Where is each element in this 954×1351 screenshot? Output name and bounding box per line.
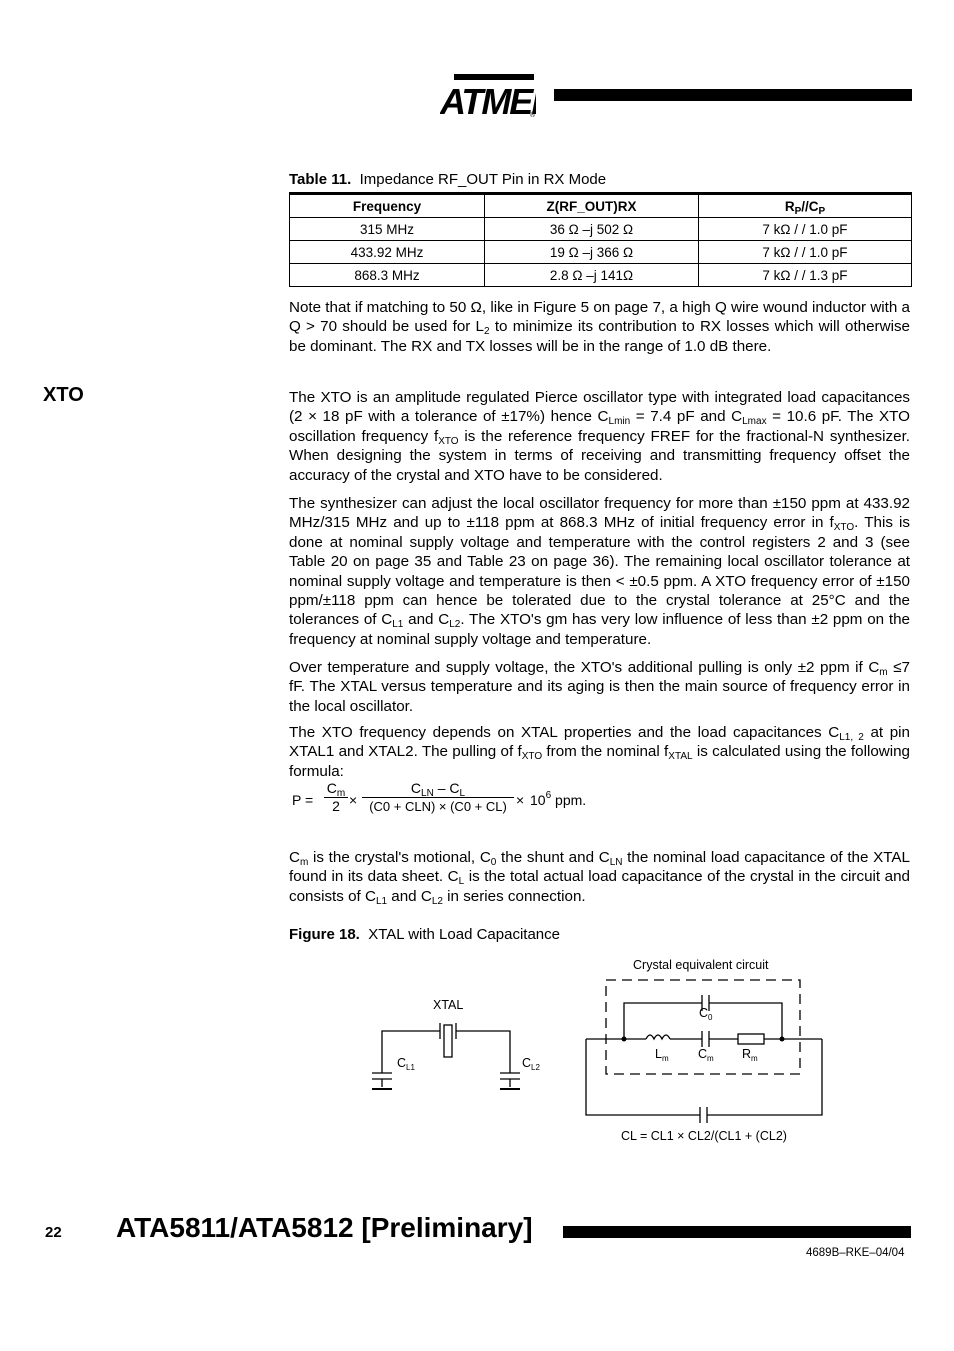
cm-label: $C_m$ <box>698 1047 714 1063</box>
cl-formula: CL = CL1 × CL2/(CL1 + (CL2) <box>621 1129 787 1143</box>
svg-text:ATMEL: ATME <box>440 81 532 118</box>
col-rp-cp: $R_P//C_P$ <box>699 194 912 218</box>
header-rule <box>554 89 912 101</box>
document-title: ATA5811/ATA5812 [Preliminary] <box>116 1212 533 1243</box>
table-cell: 7 kΩ / / 1.0 pF <box>699 241 912 264</box>
pulling-formula: P = $\frac{C_m}{2}$ × $C_{LN} - C_L$ (C0 + CLN) × (C0 + CL) × $10^6$ ppm. <box>292 780 587 814</box>
crystal-equivalent-label: Crystal equivalent circuit <box>633 958 769 972</box>
table-row <box>290 264 912 287</box>
formula-tail: $10^6$ ppm. <box>530 790 587 808</box>
table-cell: 315 MHz <box>290 218 485 241</box>
formula-lhs: P = <box>292 792 314 808</box>
table-header-row <box>290 194 912 218</box>
table-cell: 433.92 MHz <box>290 241 485 264</box>
xto-paragraph-4: The XTO frequency depends on XTAL properties and the load capacitances $C_{L1, 2}$ at pin XTAL1 and XTAL2. The pulling of $f_{XTO}$ from the nominal $f_{XTAL}$ is calculated using the following formula: <box>289 724 910 780</box>
xto-paragraph-5: $C_m$ is the crystal's motional, $C_0$ the shunt and $C_{LN}$ the nominal load capacitance of the XTAL found in its data sheet. $C_L$ is the total actual load capacitance of the crystal in the circuit and consists of $C_{L1}$ and $C_{L2}$ in series connection. <box>289 849 911 907</box>
xto-paragraph-3: Over temperature and supply voltage, the XTO's additional pulling is only ±2 ppm if $C_m \le 7$ fF. The XTAL versus temperature and its aging is then the main source of frequency error in the local oscillator. <box>289 659 910 715</box>
table-caption: Table 11. Impedance RF_OUT Pin in RX Mode <box>289 171 607 188</box>
formula-fraction-1: $\frac{C_m}{2}$ <box>324 780 348 815</box>
xtal-label: XTAL <box>433 998 464 1012</box>
section-title: XTO <box>43 384 84 406</box>
document-code: 4689B–RKE–04/04 <box>806 1247 905 1259</box>
lm-label: $L_m$ <box>655 1047 669 1063</box>
table-row <box>290 241 912 264</box>
rm-label: $R_m$ <box>742 1047 758 1063</box>
table-cell: 7 kΩ / / 1.3 pF <box>699 264 912 287</box>
formula-fraction-2: $C_{LN} - C_L$ (C0 + CLN) × (C0 + CL) <box>362 780 514 815</box>
table-cell: 7 kΩ / / 1.0 pF <box>699 218 912 241</box>
svg-text:®: ® <box>530 112 536 118</box>
figure-caption: Figure 18. XTAL with Load Capacitance <box>289 926 560 943</box>
table-cell: 2.8 Ω –j 141Ω <box>485 264 699 287</box>
xto-paragraph-1: The XTO is an amplitude regulated Pierce oscillator type with integrated load capacitances (2 × 18 pF with a tolerance of ±17%) hence $C_{Lmin} = 7.4$ pF and $C_{Lmax} = 10.6$ pF. The XTO oscillation frequency $f_{XTO}$ is the reference frequency FREF for the fractional-N synthesizer. When designing the system in terms of receiving and transmitting frequency offset the accuracy of the crystal and XTO have to be considered. <box>289 389 911 484</box>
atmel-logo <box>440 70 536 118</box>
impedance-table <box>289 192 912 287</box>
xto-paragraph-2: The synthesizer can adjust the local oscillator frequency for more than ±150 ppm at 433.92 MHz/315 MHz and up to ±118 ppm at 868.3 MHz of initial frequency error in $f_{XTO}$. This is done at nominal supply voltage and temperature with the control registers 2 and 3 (see Table 20 on page 35 and Table 23 on page 36). The remaining local oscillator tolerance at nominal supply voltage and temperature is then < ±0.5 ppm. A XTO frequency error of ±150 ppm/±118 ppm can hence be tolerated due to the crystal tolerance at 25°C and the tolerances of $C_{L1}$ and $C_{L2}$. The XTO's gm has very low influence of less than ±2 ppm on the frequency at nominal supply voltage and temperature. <box>289 495 911 648</box>
note-paragraph: Note that if matching to 50 Ω, like in Figure 5 on page 7, a high Q wire wound inductor with a Q > 70 should be used for $L_2$ to minimize its contribution to RX losses which will otherwise be dominant. The RX and TX losses will be in the range of 1.0 dB there. <box>289 299 910 355</box>
xtal-circuit-diagram <box>360 955 840 1155</box>
table-cell: 36 Ω –j 502 Ω <box>485 218 699 241</box>
table-cell: 868.3 MHz <box>290 264 485 287</box>
cl2-label: $C_{L2}$ <box>522 1056 540 1072</box>
page-number: 22 <box>45 1224 62 1241</box>
footer-rule <box>563 1226 911 1238</box>
cl1-label: $C_{L1}$ <box>397 1056 415 1072</box>
col-frequency: Frequency <box>290 194 485 218</box>
col-impedance: Z(RF_OUT)RX <box>485 194 699 218</box>
table-cell: 19 Ω –j 366 Ω <box>485 241 699 264</box>
table-row <box>290 218 912 241</box>
c0-label: $C_0$ <box>699 1006 713 1022</box>
